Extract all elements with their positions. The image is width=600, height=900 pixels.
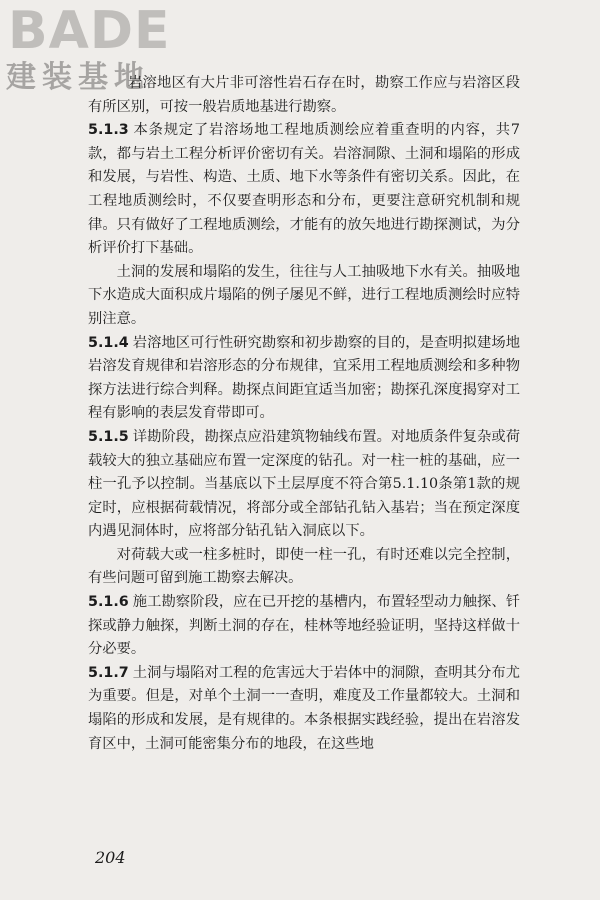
paragraph [88,332,520,426]
logo-main-text: BADE [8,1,171,61]
paragraph [88,662,520,756]
paragraph-text: 对荷载大或一柱多桩时，即使一柱一孔，有时还难以完全控制，有些问题可留到施工勘察去解决。 [88,546,520,587]
page-number: 204 [95,848,126,867]
section-number: 5.1.4 [88,334,129,351]
paragraph-text: 施工勘察阶段，应在已开挖的基槽内，布置轻型动力触探、钎探或静力触探，判断土洞的存在，桂林等地经验证明，坚持这样做十分必要。 [88,594,520,658]
paragraph-text: 岩溶地区有大片非可溶性岩石存在时，勘察工作应与岩溶区段有所区别，可按一般岩质地基进行勘察。 [88,75,520,115]
document-body [88,72,520,756]
paragraph-text: 岩溶地区可行性研究勘察和初步勘察的目的，是查明拟建场地岩溶发育规律和岩溶形态的分布规律，宜采用工程地质测绘和多种物探方法进行综合判释。勘探点间距宜适当加密；勘探孔深度揭穿对工程有影响的表层发育带即可。 [88,334,520,422]
paragraph [88,544,520,591]
paragraph-text: 本条规定了岩溶场地工程地质测绘应着重查明的内容，共7款，都与岩土工程分析评价密切有关。岩溶洞隙、土洞和塌陷的形成和发展，与岩性、构造、土质、地下水等条件有密切关系。因此，在工程地质测绘时，不仅要查明形态和分布，更要注意研究机制和规律。只有做好了工程地质测绘，才能有的放矢地进行勘探测试，为分析评价打下基础。 [88,122,520,257]
paragraph-text: 土洞与塌陷对工程的危害远大于岩体中的洞隙，查明其分布尤为重要。但是，对单个土洞一一查明，难度及工作量都较大。土洞和塌陷的形成和发展，是有规律的。本条根据实践经验，提出在岩溶发育区中，土洞可能密集分布的地段，在这些地 [88,664,520,752]
paragraph [88,426,520,544]
section-number: 5.1.3 [88,122,129,139]
paragraph [88,261,520,332]
paragraph [88,119,520,261]
logo-sub-text: 建装基地 [6,60,150,95]
paragraph [88,72,520,119]
paragraph-text: 土洞的发展和塌陷的发生，往往与人工抽吸地下水有关。抽吸地下水造成大面积成片塌陷的例子屡见不鲜，进行工程地质测绘时应特别注意。 [88,263,520,327]
paragraph-text: 详勘阶段，勘探点应沿建筑物轴线布置。对地质条件复杂或荷载较大的独立基础应布置一定深度的钻孔。对一柱一桩的基础，应一柱一孔予以控制。当基底以下土层厚度不符合第5.1.10条第1款的规定时，应根据荷载情况，将部分或全部钻孔钻入基岩；当在预定深度内遇见洞体时，应将部分钻孔钻入洞底以下。 [88,428,520,540]
section-number: 5.1.6 [88,594,129,611]
section-number: 5.1.7 [88,664,129,681]
paragraph [88,591,520,662]
section-number: 5.1.5 [88,428,129,445]
